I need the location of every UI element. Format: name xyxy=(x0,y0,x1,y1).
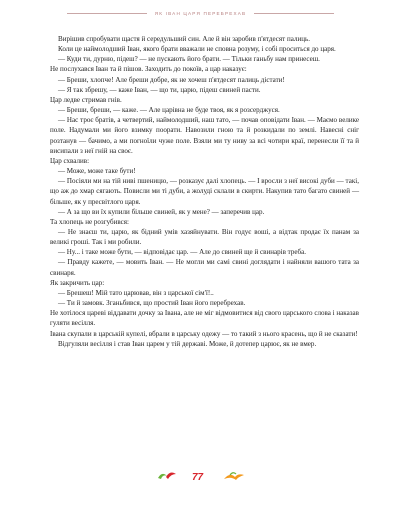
paragraph: Не послухався Іван та й пішов. Заходить до покоїв, а цар наказує: xyxy=(50,65,247,74)
paragraph: — Може, може таке бути! xyxy=(58,167,136,176)
running-title: ЯК ІВАН ЦАРЯ ПЕРЕБРЕХАВ xyxy=(154,11,247,16)
bird-logo-icon xyxy=(223,466,245,485)
paragraph: Цар ледве стримав гнів. xyxy=(50,95,122,104)
leaf-logo-icon xyxy=(157,466,177,485)
paragraph: Відгуляли весілля і став Іван царем у тій державі. Може, й дотепер царює, як не вмер. xyxy=(58,339,317,348)
paragraph: — Брешеш! Мій тато царював, він з царської сім'ї!.. xyxy=(58,288,214,297)
paragraph: — Бреши, бреши, — каже. — Але царівна не буде твоя, як я розсерджуся. xyxy=(58,106,280,115)
publisher-logos xyxy=(0,466,401,485)
paragraph: Коли це наймолодший Іван, якого брати вважали не сповна розуму, і собі проситься до царя. xyxy=(58,45,336,54)
paragraph: Як закричить цар: xyxy=(50,278,105,287)
logo-number: 77 xyxy=(191,472,203,481)
paragraph: — Куди ти, дурню, підеш? — не пускають його брати. — Тільки ганьбу нам принесеш. xyxy=(58,55,320,64)
paragraph: Цар схвалив: xyxy=(50,156,90,165)
paragraph: — Посіяли ми на тій ниві пшеницю, — розказує далі хлопець. — І вросли з неї високі дуби — такі, що аж до хмар сягають. Повисли ми ті дуби, а жолуді склали в скирти. Накупив тато багато свиней — більше, як у пресвітлого царя. xyxy=(50,177,359,206)
paragraph: Івана скупали в царській купелі, вбрали в царську одежу — то такий з нього красень, що й не сказати! xyxy=(50,329,358,338)
paragraph: — Ну... і таке може бути, — відповідає цар. — Але до свиней ще й свинарів треба. xyxy=(58,248,306,257)
paragraph: Вирішив спробувати щастя й середульший син. Але й він заробив п'ятдесят палиць. xyxy=(58,35,310,43)
number-77-logo-icon xyxy=(191,466,209,485)
story-text xyxy=(50,34,359,349)
paragraph: — Нас троє братів, а четвертий, наймолодший, наш тато, — почав оповідати Іван. — Маємо велике поле. Надумали ми його взимку поорати. Навозили гною та й розкидали по землі. Навесні сніг розтанув — бачимо, а ми погноїли чуже поле. Взяли ми ту ниву за всі чотири краї, перенесли її та й висипали з неї гній на своє. xyxy=(50,116,359,155)
paragraph: Не хотілося цареві віддавати дочку за Івана, але не міг відмовитися від свого царського слова і наказав гуляти весілля. xyxy=(50,309,359,328)
header-rule-right xyxy=(254,13,334,14)
paragraph: — Ти й замовк. Зганьбився, що простий Іван його перебрехав. xyxy=(58,299,246,308)
paragraph: — Бреши, хлопче! Але бреши добре, як не хочеш п'ятдесят палиць дістати! xyxy=(58,75,285,84)
paragraph: Та хлопець не розгубився: xyxy=(50,217,130,226)
paragraph: — Правду кажете, — мовить Іван. — Не могли ми самі свині доглядати і найняли вашого тата за свинаря. xyxy=(50,258,359,277)
paragraph: — Не знаєш ти, царю, як бідний умів хазяйнувати. Він годує воші, а відтак продає їх панам за великі гроші. Так і ми робили. xyxy=(50,227,359,247)
running-header xyxy=(0,11,401,16)
paragraph: — А за що ви їх купили більше свиней, як у мене? — заперечив цар. xyxy=(58,207,265,216)
paragraph: — Я так збрешу, — каже Іван, — що ти, царю, підеш свиней пасти. xyxy=(58,85,261,94)
header-rule-left xyxy=(67,13,147,14)
